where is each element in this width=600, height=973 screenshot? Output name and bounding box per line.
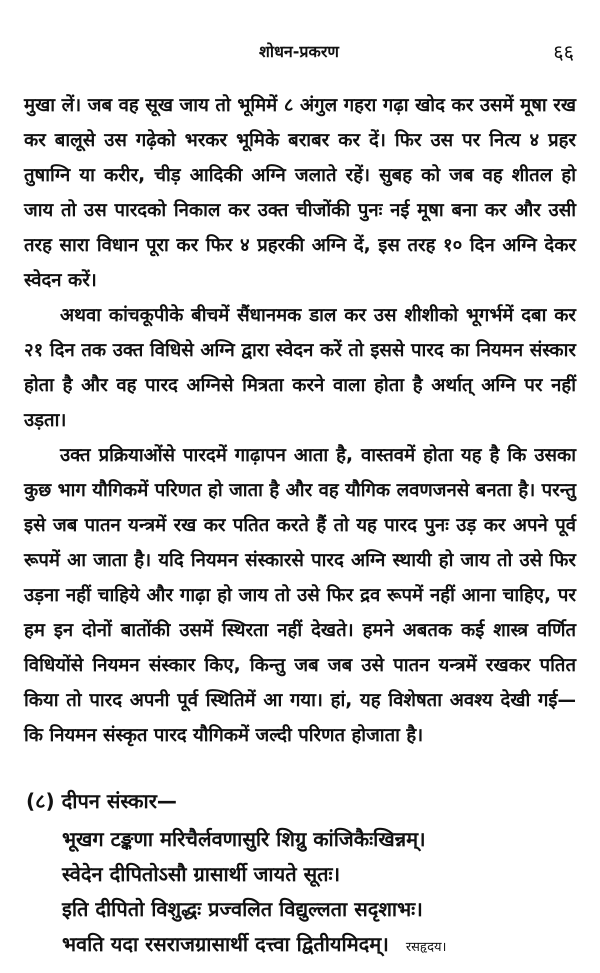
verse-line [62,927,578,965]
verse-line [62,822,578,857]
verse-text: भवति यदा रसराजग्रासार्थी दत्त्वा द्वितीयमिदम्। [62,932,389,956]
verse-line [62,892,578,927]
section-heading: (८) दीपन संस्कार— [26,789,177,813]
body-text [24,88,576,753]
verse-text: भूखग टङ्कणा मरिचैर्लवणासुरि शिग्रु कांजिकैःखिन्नम्। [62,827,426,851]
running-title: शोधन-प्रकरण [259,42,339,61]
page-number: ६६ [553,40,574,64]
verse-text: स्वेदेन दीपितोऽसौ ग्रासार्थी जायते सूतः। [62,862,341,886]
page-header [24,40,574,70]
verse-block [62,822,578,965]
paragraph-2: अथवा कांचकूपीके बीचमें सैंधानमक डाल कर उस शीशीको भूगर्भमें दबा कर २१ दिन तक उक्त विधिसे अग्नि द्वारा स्वेदन करें तो इससे पारद का नियमन संस्कार होता है और वह पारद अग्निसे मित्रता करने वाला होता है अर्थात् अग्नि पर नहीं उड़ता। [24,305,576,431]
verse-source: रसहृदय। [405,940,447,955]
paragraph-3: उक्त प्रक्रियाओंसे पारदमें गाढ़ापन आता है, वास्तवमें होता यह है कि उसका कुछ भाग यौगिकमें परिणत हो जाता है और वह यौगिक लवणजनसे बनता है। परन्तु इसे जब पातन यन्त्रमें रख कर पतित करते हैं तो यह पारद पुनः उड़ कर अपने पूर्व रूपमें आ जाता है। यदि नियमन संस्कारसे पारद अग्नि स्थायी हो जाय तो उसे फिर उड़ना नहीं चाहिये और गाढ़ा हो जाय तो उसे फिर द्रव रूपमें नहीं आना चाहिए, पर हम इन दोनों बातोंकी उसमें स्थिरता नहीं देखते। हमने अबतक कई शास्त्र वर्णित विधियोंसे नियमन संस्कार किए, किन्तु जब जब उसे पातन यन्त्रमें रखकर पतित किया तो पारद अपनी पूर्व स्थितिमें आ गया। हां, यह विशेषता अवश्य देखी गई—कि नियमन संस्कृत पारद यौगिकमें जल्दी परिणत होजाता है। [24,445,576,746]
verse-text: इति दीपितो विशुद्धः प्रज्वलित विद्युल्लता सदृशाभः। [62,897,423,921]
paragraph-1: मुखा लें। जब वह सूख जाय तो भूमिमें ८ अंगुल गहरा गढ़ा खोद कर उसमें मूषा रख कर बालूसे उस गढ़ेको भरकर भूमिके बराबर कर दें। फिर उस पर नित्य ४ प्रहर तुषाग्नि या करीर, चीड़ आदिकी अग्नि जलाते रहें। सुबह को जब वह शीतल हो जाय तो उस पारदको निकाल कर उक्त चीजोंकी पुनः नई मूषा बना कर और उसी तरह सारा विधान पूरा कर फिर ४ प्रहरकी अग्नि दें, इस तरह १० दिन अग्नि देकर स्वेदन करें। [24,95,576,291]
verse-line [62,857,578,892]
